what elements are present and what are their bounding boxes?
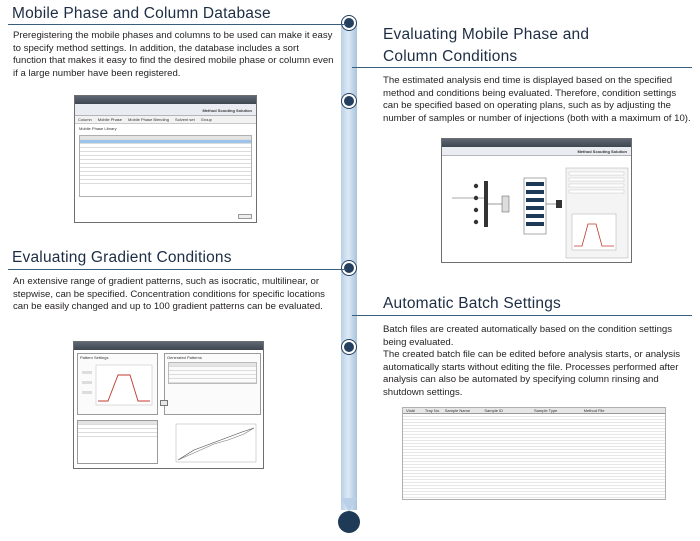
gradient-left-title: Pattern Settings	[80, 355, 109, 360]
batch-rule	[352, 315, 692, 316]
timeline-dot-mobile-phase	[342, 16, 356, 30]
gradient-settings-table	[77, 420, 158, 464]
db-tab-4[interactable]: Group	[200, 117, 212, 122]
timeline-dot-batch	[342, 340, 356, 354]
mobile-phase-body: Preregistering the mobile phases and columns to be used can make it easy to specify method settings. In addition, the database includes a sort function that makes it easy to find the desired mobile phase or column even if a large number have been registered.	[13, 30, 334, 79]
gradient-pattern-chart	[78, 361, 157, 413]
gradient-screenshot	[73, 341, 264, 469]
batch-col-sample-id: Sample ID	[484, 408, 504, 413]
db-tabs	[75, 116, 256, 124]
timeline-arrow-tip	[341, 498, 357, 512]
gradient-arrow-button[interactable]	[160, 400, 168, 406]
gradient-title: Evaluating Gradient Conditions	[12, 249, 232, 266]
timeline-end-dot	[338, 511, 360, 533]
batch-body-p1: Batch files are created automatically based on the condition settings being evaluated.	[383, 324, 673, 348]
evaluating-rule	[352, 67, 692, 68]
db-app-title: Method Scouting Solution	[202, 108, 252, 113]
evaluating-title-line2: Column Conditions	[383, 48, 518, 65]
db-grid	[79, 135, 252, 197]
db-ok-button[interactable]	[238, 214, 252, 219]
database-screenshot	[74, 95, 257, 223]
db-panel-title: Mobile Phase Library	[79, 126, 117, 131]
db-tab-0[interactable]: Column	[78, 117, 92, 122]
batch-col-sample-type: Sample Type	[534, 408, 558, 413]
gradient-body: An extensive range of gradient patterns, such as isocratic, multilinear, or stepwise, can be specified. Concentration conditions for specific locations can be easily changed and up to 100 gradient patterns can be evaluated.	[13, 276, 325, 313]
batch-table-rows	[403, 414, 665, 500]
batch-col-method-file: Method File	[583, 408, 605, 413]
gradient-overlay-chart	[170, 422, 260, 466]
gradient-pattern-settings-panel	[77, 353, 158, 415]
batch-col-tray: Tray No.	[424, 408, 441, 413]
gradient-rule	[8, 269, 346, 270]
eval-app-title: Method Scouting Solution	[577, 149, 627, 154]
db-tab-1[interactable]: Mobile Phase	[97, 117, 123, 122]
batch-col-vial: Vial#	[406, 408, 415, 413]
gradient-right-title: Generated Patterns	[167, 355, 202, 360]
batch-title: Automatic Batch Settings	[383, 295, 561, 312]
gradient-generated-patterns-panel	[164, 353, 261, 415]
eval-flow-diagram	[442, 156, 632, 262]
db-window-bar	[75, 96, 256, 104]
mobile-phase-rule	[8, 24, 346, 25]
timeline-dot-gradient	[342, 261, 356, 275]
db-toolbar	[75, 104, 256, 116]
mobile-phase-title: Mobile Phase and Column Database	[12, 5, 271, 22]
db-tab-3[interactable]: Solvent set	[174, 117, 195, 122]
batch-col-sample-name: Sample Name	[444, 408, 471, 413]
timeline-dot-evaluating-conditions	[342, 94, 356, 108]
batch-body-p2: The created batch file can be edited before analysis starts, or analysis automatically starts without editing the file. Processes performed after analysis can also be automated by specifying column rinsing and shutdown settings.	[383, 349, 681, 398]
evaluating-screenshot	[441, 138, 632, 263]
batch-table-screenshot	[402, 407, 666, 500]
evaluating-title-line1: Evaluating Mobile Phase and	[383, 26, 590, 43]
evaluating-body: The estimated analysis end time is displayed based on the specified method and conditions being evaluated. Therefore, condition settings can be specified based on operating plans, such as by adjusting the number of samples or number of injections (both with a maximum of 10).	[383, 75, 691, 124]
db-tab-2[interactable]: Mobile Phase Blending	[128, 117, 169, 122]
